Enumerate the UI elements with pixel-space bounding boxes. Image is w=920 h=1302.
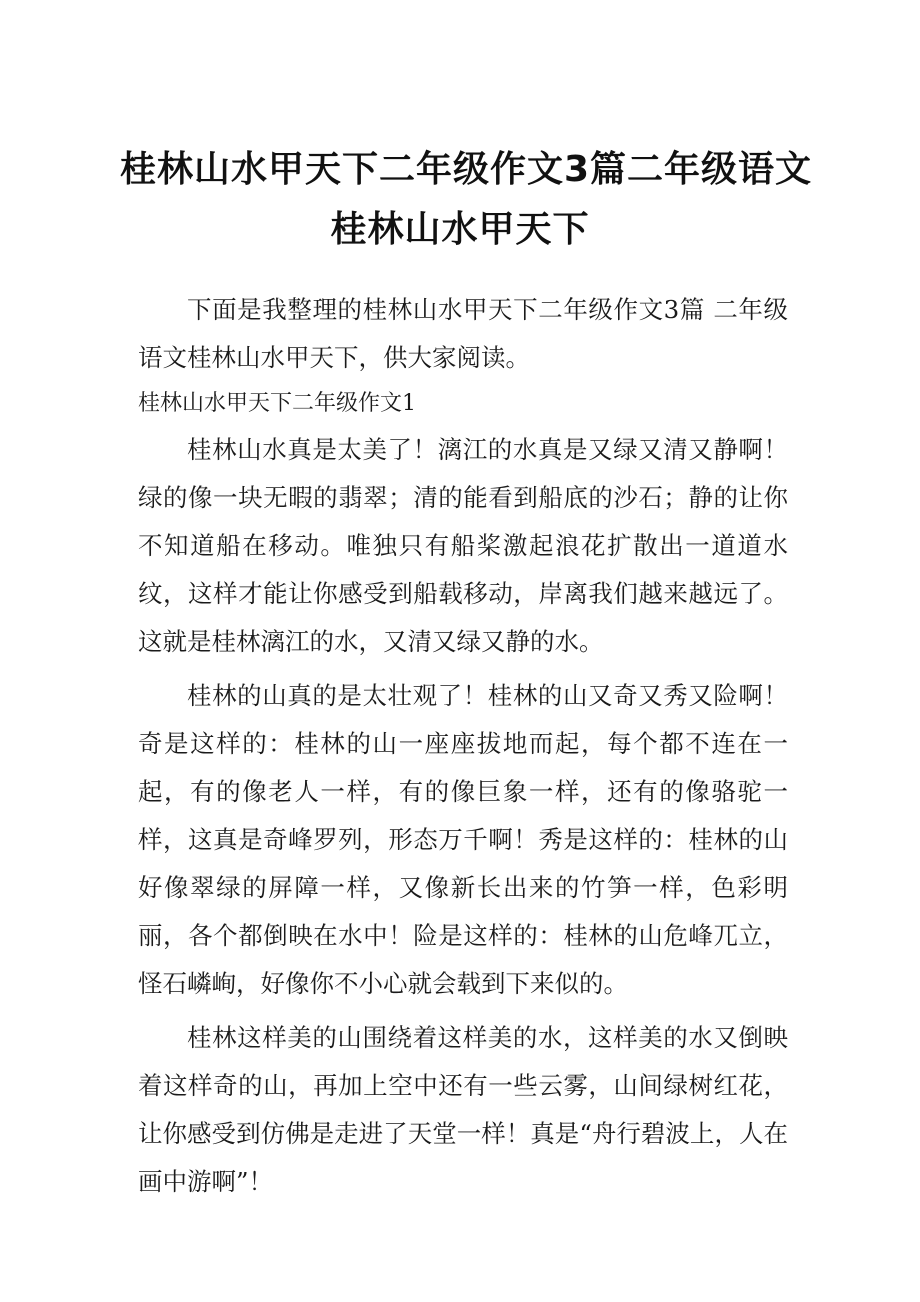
body-paragraph-1: 桂林山水真是太美了！漓江的水真是又绿又清又静啊！绿的像一块无暇的翡翠；清的能看到船底的沙石；静的让你不知道船在移动。唯独只有船桨激起浪花扩散出一道道水纹，这样才能让你感受到船载移动，岸离我们越来越远了。这就是桂林漓江的水，又清又绿又静的水。 [138,435,788,656]
document-title [120,140,813,260]
title-line-2: 桂林山水甲天下 [330,209,590,250]
section-heading: 桂林山水甲天下二年级作文1 [138,391,416,416]
body-paragraph-2: 桂林的山真的是太壮观了！桂林的山又奇又秀又险啊！奇是这样的：桂林的山一座座拔地而起，每个都不连在一起，有的像老人一样，有的像巨象一样，还有的像骆驼一样，这真是奇峰罗列，形态万千啊！秀是这样的：桂林的山好像翠绿的屏障一样，又像新长出来的竹笋一样，色彩明丽，各个都倒映在水中！险是这样的：桂林的山危峰兀立，怪石嶙峋，好像你不小心就会载到下来似的。 [138,681,788,998]
document-body [138,286,788,1206]
body-paragraph-3: 桂林这样美的山围绕着这样美的水，这样美的水又倒映着这样奇的山，再加上空中还有一些云雾，山间绿树红花，让你感受到仿佛是走进了天堂一样！真是“舟行碧波上，人在画中游啊”！ [138,1023,788,1196]
intro-paragraph: 下面是我整理的桂林山水甲天下二年级作文3篇 二年级语文桂林山水甲天下，供大家阅读。 [138,295,788,372]
title-line-1: 桂林山水甲天下二年级作文3篇二年级语文 [120,149,813,190]
